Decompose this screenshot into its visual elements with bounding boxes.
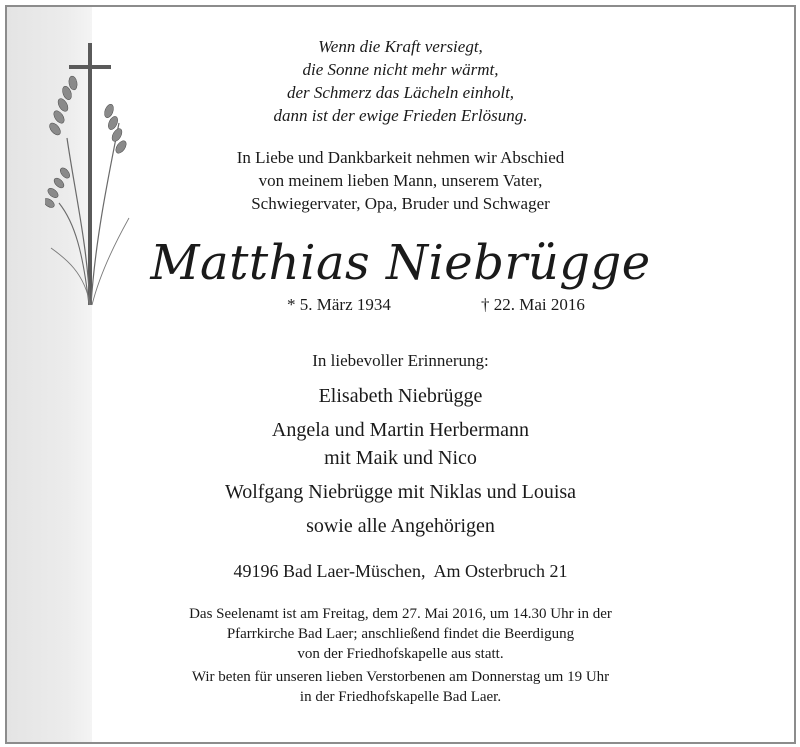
prayer-line: Wir beten für unseren lieben Verstorbenen am Donnerstag um 19 Uhr xyxy=(191,669,610,685)
birth-date: * 5. März 1934 xyxy=(287,295,391,314)
intro-line: von meinem lieben Mann, unserem Vater, xyxy=(258,171,543,190)
intro-line: Schwiegervater, Opa, Bruder und Schwager xyxy=(251,194,550,213)
obituary-card xyxy=(5,5,796,744)
family-member: Angela und Martin Herbermann xyxy=(271,419,530,441)
poem xyxy=(7,35,794,127)
poem-line: Wenn die Kraft versiegt, xyxy=(318,37,483,56)
death-date: † 22. Mai 2016 xyxy=(481,295,585,314)
family-list xyxy=(7,382,794,540)
family-member: sowie alle Angehörigen xyxy=(306,515,495,537)
life-dates xyxy=(7,295,794,319)
poem-line: die Sonne nicht mehr wärmt, xyxy=(302,60,499,79)
intro-line: In Liebe und Dankbarkeit nehmen wir Abschied xyxy=(236,148,565,167)
intro-text xyxy=(7,146,794,215)
family-member: Elisabeth Niebrügge xyxy=(318,385,483,407)
service-notice xyxy=(7,604,794,664)
prayer-notice xyxy=(7,667,794,707)
family-member: Wolfgang Niebrügge mit Niklas und Louisa xyxy=(224,481,577,503)
deceased-name: Matthias Niebrügge xyxy=(150,235,651,291)
address: 49196 Bad Laer-Müschen, Am Osterbruch 21 xyxy=(233,561,568,581)
service-line: von der Friedhofskapelle aus statt. xyxy=(297,646,504,662)
service-line: Das Seelenamt ist am Freitag, dem 27. Mai 2016, um 14.30 Uhr in der xyxy=(189,606,612,622)
poem-line: der Schmerz das Lächeln einholt, xyxy=(286,83,515,102)
memory-heading: In liebevoller Erinnerung: xyxy=(312,351,489,370)
prayer-line: in der Friedhofskapelle Bad Laer. xyxy=(299,689,502,705)
service-line: Pfarrkirche Bad Laer; anschließend findet die Beerdigung xyxy=(226,626,575,642)
poem-line: dann ist der ewige Frieden Erlösung. xyxy=(273,106,528,125)
family-member: mit Maik und Nico xyxy=(324,447,477,469)
